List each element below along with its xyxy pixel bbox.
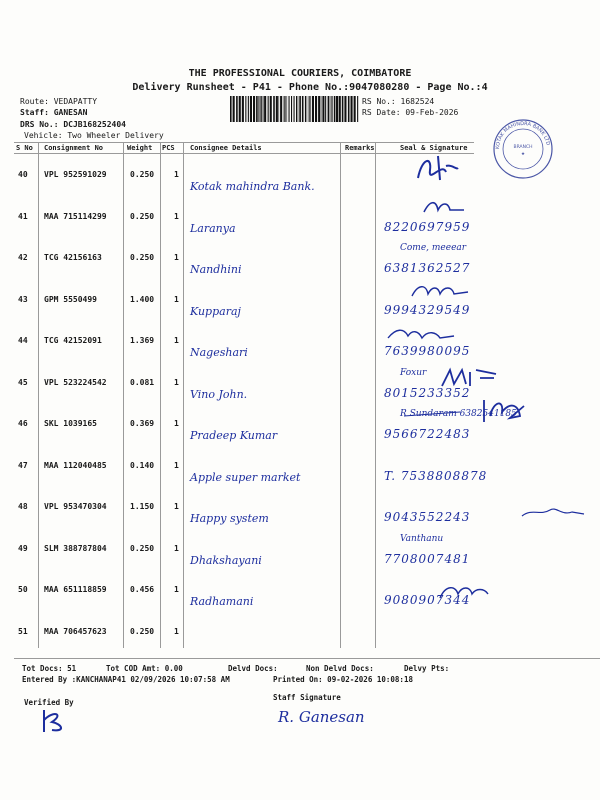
row-phone: T. 7538808878: [384, 468, 488, 483]
row-phone: 8220697959: [384, 219, 471, 234]
row-phone: 9080907344: [384, 593, 471, 607]
row-weight: 0.250: [130, 543, 155, 553]
barcode-bar: [261, 96, 262, 122]
col-consignment: Consignment No: [44, 144, 104, 152]
printed-on: Printed On: 09-02-2026 10:08:18: [273, 675, 413, 684]
verified-by-label: Verified By: [24, 698, 74, 707]
delivery-signature: [408, 282, 478, 302]
barcode-bar: [334, 96, 336, 122]
barcode-bar: [321, 96, 322, 122]
row-sno: 51: [18, 626, 28, 636]
row-phone: 6381362527: [384, 261, 471, 275]
table-row: [0, 279, 600, 321]
row-pcs: 1: [174, 294, 179, 304]
barcode-bar: [330, 96, 331, 122]
row-weight: 0.081: [130, 377, 155, 387]
row-consignment-no: MAA 112040485: [44, 460, 107, 470]
table-row: [0, 611, 600, 653]
barcode-bar: [256, 96, 258, 122]
barcode-bar: [305, 96, 306, 122]
barcode-bar: [296, 96, 297, 122]
non-delivered-docs: Non Delvd Docs:: [306, 664, 374, 673]
table-row: [0, 320, 600, 362]
table-row: [0, 569, 600, 611]
barcode-bar: [279, 96, 280, 122]
barcode-bar: [357, 96, 358, 122]
staff-label: Staff: GANESAN: [20, 108, 88, 117]
stamp-text: KOTAK MAHINDRA BANK LTD: [494, 120, 551, 150]
row-consignment-no: TCG 42156163: [44, 253, 102, 262]
row-consignment-no: SLM 388787804: [44, 543, 107, 553]
row-consignment-no: VPL 952591029: [44, 170, 107, 179]
row-pcs: 1: [174, 419, 179, 428]
row-pcs: 1: [174, 502, 179, 511]
row-note: R Sundaram 6382541185: [400, 409, 517, 419]
entered-by: Entered By :KANCHANAP41 02/09/2026 10:07:58 AM: [22, 675, 230, 684]
row-weight: 1.400: [130, 294, 155, 304]
delivery-signature: [436, 580, 496, 604]
row-phone: 8015233352: [384, 385, 471, 400]
table-row: [0, 237, 600, 279]
row-pcs: 1: [174, 626, 179, 636]
col-sno: S No: [16, 144, 33, 152]
row-weight: 1.150: [130, 502, 155, 511]
barcode-bar: [318, 96, 320, 122]
verifier-signature: [38, 706, 72, 736]
barcode-bar: [325, 96, 326, 122]
barcode-bar: [260, 96, 261, 122]
row-consignee-name: Radhamani: [190, 595, 254, 608]
row-consignment-no: MAA 715114299: [44, 211, 107, 221]
total-docs: Tot Docs: 51: [22, 664, 77, 673]
row-consignment-no: MAA 706457623: [44, 626, 107, 636]
table-row: [0, 154, 600, 196]
row-note: Vanthanu: [400, 533, 444, 544]
col-consignee: Consignee Details: [190, 144, 262, 152]
barcode-bar: [268, 96, 269, 122]
row-weight: 0.250: [130, 211, 155, 221]
barcode-bar: [273, 96, 275, 122]
barcode-bar: [339, 96, 341, 122]
barcode-bar: [344, 96, 346, 122]
barcode-bar: [287, 96, 288, 122]
row-sno: 40: [18, 170, 28, 179]
barcode-bar: [315, 96, 317, 122]
barcode-bar: [322, 96, 324, 122]
row-pcs: 1: [174, 377, 179, 387]
company-title: THE PROFESSIONAL COURIERS, COIMBATORE: [188, 68, 412, 79]
row-consignee-name: Happy system: [190, 512, 269, 525]
row-consignee-name: Kotak mahindra Bank.: [190, 180, 315, 193]
barcode-bar: [284, 96, 285, 122]
barcode-bar: [336, 96, 338, 122]
delivered-docs: Delvd Docs:: [228, 664, 278, 673]
staff-signature-label: Staff Signature: [273, 693, 341, 702]
table-row: [0, 486, 600, 528]
row-weight: 0.140: [130, 460, 155, 470]
barcode-bar: [310, 96, 311, 122]
barcode-bar: [307, 96, 308, 122]
row-consignee-name: Apple super market: [190, 470, 301, 484]
barcode-bar: [312, 96, 314, 122]
barcode-bar: [354, 96, 356, 122]
row-sno: 47: [18, 460, 28, 470]
row-consignee-name: Vino John.: [190, 387, 248, 401]
delivery-signature: [440, 366, 500, 390]
delivery-signature: [384, 326, 474, 344]
row-weight: 0.250: [130, 253, 155, 262]
row-weight: 0.250: [130, 626, 155, 636]
barcode-bar: [239, 96, 241, 122]
delivery-signature: [480, 396, 526, 424]
delivery-points: Delvy Pts:: [404, 664, 450, 673]
row-phone: 9994329549: [384, 302, 471, 317]
row-phone: 9566722483: [384, 427, 471, 441]
row-sno: 48: [18, 502, 28, 511]
row-weight: 1.369: [130, 336, 155, 345]
barcode-bar: [264, 96, 266, 122]
row-pcs: 1: [174, 585, 179, 594]
row-pcs: 1: [174, 460, 179, 470]
row-phone: 7639980095: [384, 344, 471, 358]
table-row: [0, 196, 600, 238]
runsheet-title: Delivery Runsheet - P41 - Phone No.:9047080280 - Page No.:4: [132, 82, 488, 93]
row-pcs: 1: [174, 170, 179, 179]
barcode-bar: [270, 96, 272, 122]
row-sno: 44: [18, 336, 28, 345]
barcode-bar: [328, 96, 330, 122]
rs-date: RS Date: 09-Feb-2026: [362, 108, 459, 117]
row-consignment-no: GPM 5550499: [44, 294, 97, 304]
barcode-bar: [299, 96, 301, 122]
barcode-bar: [348, 96, 350, 122]
barcode-bar: [285, 96, 286, 122]
row-note: Foxur: [400, 367, 427, 378]
row-sno: 49: [18, 543, 28, 553]
barcode-bar: [233, 96, 235, 122]
row-sno: 45: [18, 377, 28, 387]
barcode-bar: [331, 96, 332, 122]
barcode-bar: [302, 96, 304, 122]
row-consignment-no: VPL 523224542: [44, 377, 107, 387]
barcode-bar: [236, 96, 238, 122]
row-pcs: 1: [174, 336, 179, 345]
row-consignment-no: TCG 42152091: [44, 336, 102, 345]
barcode-bar: [351, 96, 353, 122]
row-weight: 0.456: [130, 585, 155, 594]
row-consignee-name: Laranya: [190, 221, 236, 235]
barcode-bar: [263, 96, 264, 122]
delivery-signature: [420, 196, 470, 218]
row-consignee-name: Dhakshayani: [190, 553, 262, 567]
row-sno: 42: [18, 253, 28, 262]
row-consignment-no: MAA 651118859: [44, 585, 107, 594]
svg-text:BRANCH: BRANCH: [513, 145, 533, 150]
row-pcs: 1: [174, 211, 179, 221]
table-row: [0, 445, 600, 487]
row-sno: 46: [18, 419, 28, 428]
barcode-bar: [250, 96, 252, 122]
drs-label: DRS No.: DCJB168252404: [20, 120, 126, 129]
row-phone: 9043552243: [384, 510, 471, 524]
row-weight: 0.250: [130, 170, 155, 179]
barcode-bar: [258, 96, 259, 122]
barcode-bar: [332, 96, 333, 122]
row-consignment-no: VPL 953470304: [44, 502, 107, 511]
barcode-bar: [280, 96, 282, 122]
col-weight: Weight: [127, 144, 153, 152]
row-sno: 43: [18, 294, 28, 304]
delivery-signature: [520, 504, 590, 522]
row-consignee-name: Nageshari: [190, 346, 248, 359]
row-consignment-no: SKL 1039165: [44, 419, 97, 428]
route-label: Route: VEDAPATTY: [20, 97, 98, 106]
barcode-bar: [294, 96, 295, 122]
vehicle-label: Vehicle: Two Wheeler Delivery: [24, 131, 164, 140]
row-note: Come, meeear: [400, 243, 467, 253]
row-sno: 41: [18, 211, 28, 221]
svg-text:★: ★: [520, 152, 526, 157]
row-weight: 0.369: [130, 419, 155, 428]
barcode-bar: [276, 96, 278, 122]
barcode-bar: [253, 96, 255, 122]
barcode-bar: [342, 96, 344, 122]
row-consignee-name: Nandhini: [190, 263, 242, 276]
row-consignee-name: Pradeep Kumar: [190, 429, 278, 442]
rs-number: RS No.: 1682524: [362, 97, 435, 106]
col-pcs: PCS: [162, 144, 175, 152]
barcode-bar: [245, 96, 246, 122]
table-row: [0, 528, 600, 570]
barcode-bar: [309, 96, 310, 122]
barcode-bar: [248, 96, 249, 122]
staff-signature-text: R. Ganesan: [278, 708, 365, 726]
barcode-image: [230, 96, 360, 122]
barcode-bar: [298, 96, 299, 122]
row-phone: 7708007481: [384, 551, 471, 566]
delivery-signature: [400, 406, 470, 420]
barcode-bar: [242, 96, 244, 122]
footer-rule: [14, 658, 600, 659]
total-cod: Tot COD Amt: 0.00: [106, 664, 183, 673]
delivery-signature: [412, 148, 462, 188]
barcode-bar: [230, 96, 232, 122]
row-sno: 50: [18, 585, 28, 594]
barcode-bar: [289, 96, 290, 122]
table-top-rule: [14, 142, 474, 143]
row-pcs: 1: [174, 253, 179, 262]
col-seal: Seal & Signature: [400, 144, 468, 152]
row-consignee-name: Kupparaj: [190, 304, 241, 318]
col-remarks: Remarks: [345, 144, 375, 152]
row-pcs: 1: [174, 543, 179, 553]
barcode-bar: [291, 96, 292, 122]
